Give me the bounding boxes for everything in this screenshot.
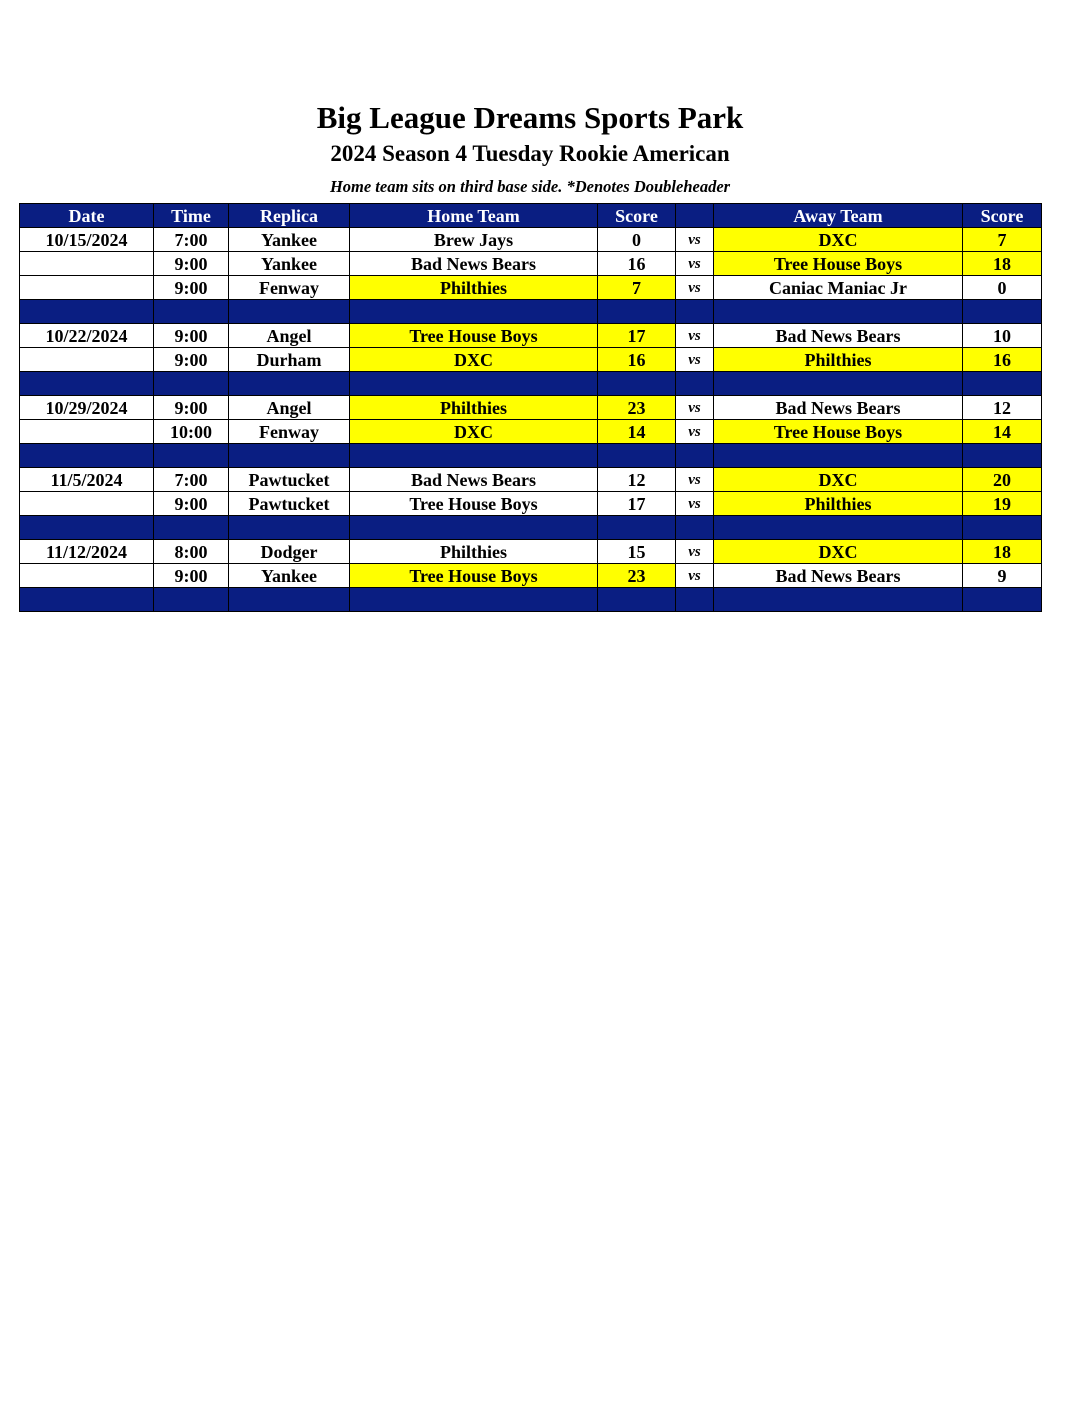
separator-cell bbox=[154, 372, 229, 396]
column-header-away-team: Away Team bbox=[714, 204, 963, 228]
separator-cell bbox=[350, 372, 598, 396]
home-team-cell: Tree House Boys bbox=[350, 564, 598, 588]
separator-cell bbox=[963, 588, 1042, 612]
vs-cell: vs bbox=[676, 396, 714, 420]
separator-cell bbox=[20, 588, 154, 612]
away-score-cell: 19 bbox=[963, 492, 1042, 516]
date-cell: 11/5/2024 bbox=[20, 468, 154, 492]
date-cell bbox=[20, 252, 154, 276]
table-row bbox=[20, 396, 1042, 420]
separator-row bbox=[20, 372, 1042, 396]
column-header-vs bbox=[676, 204, 714, 228]
away-team-cell: Tree House Boys bbox=[714, 420, 963, 444]
time-cell: 7:00 bbox=[154, 468, 229, 492]
time-cell: 9:00 bbox=[154, 564, 229, 588]
time-cell: 9:00 bbox=[154, 348, 229, 372]
away-team-cell: Philthies bbox=[714, 492, 963, 516]
time-cell: 9:00 bbox=[154, 492, 229, 516]
time-cell: 9:00 bbox=[154, 276, 229, 300]
date-cell: 10/15/2024 bbox=[20, 228, 154, 252]
separator-cell bbox=[229, 516, 350, 540]
separator-cell bbox=[229, 444, 350, 468]
date-cell: 11/12/2024 bbox=[20, 540, 154, 564]
separator-cell bbox=[714, 444, 963, 468]
vs-cell: vs bbox=[676, 228, 714, 252]
home-score-cell: 16 bbox=[598, 348, 676, 372]
vs-cell: vs bbox=[676, 492, 714, 516]
schedule-table bbox=[19, 203, 1042, 612]
separator-cell bbox=[598, 372, 676, 396]
table-row bbox=[20, 348, 1042, 372]
separator-cell bbox=[350, 588, 598, 612]
home-team-cell: Tree House Boys bbox=[350, 324, 598, 348]
separator-cell bbox=[714, 372, 963, 396]
date-cell bbox=[20, 348, 154, 372]
table-row bbox=[20, 492, 1042, 516]
home-score-cell: 16 bbox=[598, 252, 676, 276]
away-score-cell: 9 bbox=[963, 564, 1042, 588]
date-cell bbox=[20, 564, 154, 588]
time-cell: 10:00 bbox=[154, 420, 229, 444]
vs-cell: vs bbox=[676, 420, 714, 444]
date-cell bbox=[20, 276, 154, 300]
replica-cell: Pawtucket bbox=[229, 492, 350, 516]
table-row bbox=[20, 540, 1042, 564]
home-team-cell: Philthies bbox=[350, 396, 598, 420]
replica-cell: Fenway bbox=[229, 420, 350, 444]
away-team-cell: Bad News Bears bbox=[714, 324, 963, 348]
table-row bbox=[20, 468, 1042, 492]
home-team-cell: Bad News Bears bbox=[350, 468, 598, 492]
separator-cell bbox=[350, 516, 598, 540]
away-team-cell: Tree House Boys bbox=[714, 252, 963, 276]
separator-cell bbox=[350, 300, 598, 324]
away-team-cell: Caniac Maniac Jr bbox=[714, 276, 963, 300]
away-score-cell: 18 bbox=[963, 252, 1042, 276]
away-score-cell: 18 bbox=[963, 540, 1042, 564]
separator-cell bbox=[598, 300, 676, 324]
away-team-cell: Philthies bbox=[714, 348, 963, 372]
vs-cell: vs bbox=[676, 324, 714, 348]
home-team-cell: Bad News Bears bbox=[350, 252, 598, 276]
table-header-row bbox=[20, 204, 1042, 228]
home-score-cell: 23 bbox=[598, 396, 676, 420]
away-score-cell: 20 bbox=[963, 468, 1042, 492]
home-score-cell: 7 bbox=[598, 276, 676, 300]
column-header-date: Date bbox=[20, 204, 154, 228]
separator-cell bbox=[350, 444, 598, 468]
separator-cell bbox=[229, 372, 350, 396]
table-row bbox=[20, 276, 1042, 300]
table-row bbox=[20, 420, 1042, 444]
table-row bbox=[20, 228, 1042, 252]
replica-cell: Yankee bbox=[229, 228, 350, 252]
page-title: Big League Dreams Sports Park bbox=[316, 100, 744, 135]
separator-cell bbox=[714, 300, 963, 324]
time-cell: 9:00 bbox=[154, 324, 229, 348]
vs-cell: vs bbox=[676, 540, 714, 564]
separator-cell bbox=[598, 444, 676, 468]
separator-cell bbox=[676, 588, 714, 612]
date-cell: 10/22/2024 bbox=[20, 324, 154, 348]
table-row bbox=[20, 324, 1042, 348]
vs-cell: vs bbox=[676, 276, 714, 300]
separator-cell bbox=[154, 516, 229, 540]
page-subtitle: 2024 Season 4 Tuesday Rookie American bbox=[330, 141, 730, 166]
home-score-cell: 15 bbox=[598, 540, 676, 564]
separator-cell bbox=[20, 516, 154, 540]
column-header-away-score: Score bbox=[963, 204, 1042, 228]
time-cell: 8:00 bbox=[154, 540, 229, 564]
away-score-cell: 14 bbox=[963, 420, 1042, 444]
separator-cell bbox=[20, 444, 154, 468]
home-score-cell: 14 bbox=[598, 420, 676, 444]
separator-row bbox=[20, 444, 1042, 468]
separator-row bbox=[20, 300, 1042, 324]
separator-cell bbox=[229, 588, 350, 612]
separator-cell bbox=[229, 300, 350, 324]
table-row bbox=[20, 252, 1042, 276]
time-cell: 9:00 bbox=[154, 252, 229, 276]
home-team-cell: DXC bbox=[350, 348, 598, 372]
column-header-home-team: Home Team bbox=[350, 204, 598, 228]
away-team-cell: Bad News Bears bbox=[714, 396, 963, 420]
away-team-cell: DXC bbox=[714, 228, 963, 252]
separator-cell bbox=[714, 516, 963, 540]
column-header-home-score: Score bbox=[598, 204, 676, 228]
date-cell: 10/29/2024 bbox=[20, 396, 154, 420]
date-cell bbox=[20, 420, 154, 444]
away-score-cell: 7 bbox=[963, 228, 1042, 252]
home-team-cell: Philthies bbox=[350, 276, 598, 300]
date-cell bbox=[20, 492, 154, 516]
separator-cell bbox=[714, 588, 963, 612]
vs-cell: vs bbox=[676, 564, 714, 588]
replica-cell: Yankee bbox=[229, 564, 350, 588]
home-score-cell: 17 bbox=[598, 324, 676, 348]
separator-cell bbox=[676, 444, 714, 468]
home-score-cell: 12 bbox=[598, 468, 676, 492]
separator-row bbox=[20, 588, 1042, 612]
away-score-cell: 16 bbox=[963, 348, 1042, 372]
time-cell: 9:00 bbox=[154, 396, 229, 420]
separator-row bbox=[20, 516, 1042, 540]
schedule-body bbox=[20, 228, 1042, 612]
separator-cell bbox=[154, 588, 229, 612]
replica-cell: Yankee bbox=[229, 252, 350, 276]
separator-cell bbox=[154, 300, 229, 324]
home-team-cell: Brew Jays bbox=[350, 228, 598, 252]
home-team-cell: Philthies bbox=[350, 540, 598, 564]
separator-cell bbox=[676, 300, 714, 324]
separator-cell bbox=[963, 444, 1042, 468]
away-team-cell: Bad News Bears bbox=[714, 564, 963, 588]
replica-cell: Angel bbox=[229, 324, 350, 348]
separator-cell bbox=[154, 444, 229, 468]
separator-cell bbox=[963, 300, 1042, 324]
vs-cell: vs bbox=[676, 252, 714, 276]
replica-cell: Angel bbox=[229, 396, 350, 420]
separator-cell bbox=[963, 372, 1042, 396]
replica-cell: Fenway bbox=[229, 276, 350, 300]
separator-cell bbox=[963, 516, 1042, 540]
column-header-time: Time bbox=[154, 204, 229, 228]
separator-cell bbox=[598, 588, 676, 612]
replica-cell: Pawtucket bbox=[229, 468, 350, 492]
separator-cell bbox=[20, 372, 154, 396]
home-team-cell: DXC bbox=[350, 420, 598, 444]
home-score-cell: 23 bbox=[598, 564, 676, 588]
replica-cell: Durham bbox=[229, 348, 350, 372]
vs-cell: vs bbox=[676, 348, 714, 372]
schedule-note: Home team sits on third base side. *Denotes Doubleheader bbox=[329, 177, 731, 196]
table-row bbox=[20, 564, 1042, 588]
replica-cell: Dodger bbox=[229, 540, 350, 564]
separator-cell bbox=[598, 516, 676, 540]
home-score-cell: 17 bbox=[598, 492, 676, 516]
away-score-cell: 12 bbox=[963, 396, 1042, 420]
away-score-cell: 10 bbox=[963, 324, 1042, 348]
away-score-cell: 0 bbox=[963, 276, 1042, 300]
away-team-cell: DXC bbox=[714, 468, 963, 492]
away-team-cell: DXC bbox=[714, 540, 963, 564]
column-header-replica: Replica bbox=[229, 204, 350, 228]
vs-cell: vs bbox=[676, 468, 714, 492]
time-cell: 7:00 bbox=[154, 228, 229, 252]
separator-cell bbox=[20, 300, 154, 324]
separator-cell bbox=[676, 372, 714, 396]
separator-cell bbox=[676, 516, 714, 540]
home-score-cell: 0 bbox=[598, 228, 676, 252]
home-team-cell: Tree House Boys bbox=[350, 492, 598, 516]
